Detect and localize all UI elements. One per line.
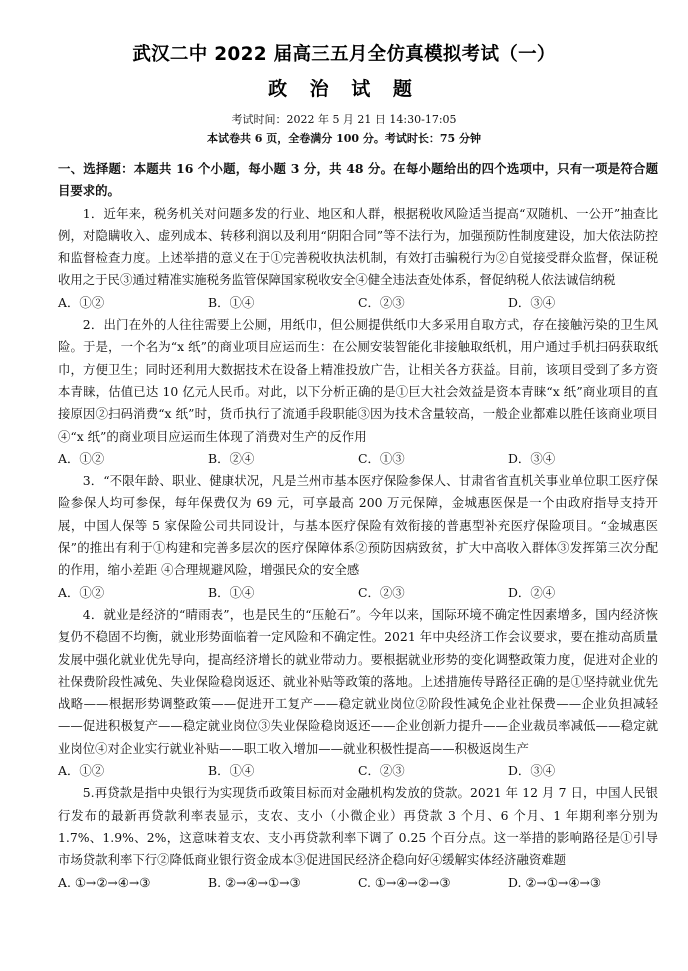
question-1-stem: 1．近年来，税务机关对问题多发的行业、地区和人群，根据税收风险适当提高“双随机、一公开”抽查比例，对隐瞒收入、虚列成本、转移利润以及利用“阴阳合同”等不法行为，加强预防性制度建设，加大依法防控和监督检查力度。上述举措的意义在于①完善税收执法机制，有效打击骗税行为②自觉接受群众监督，保证税收用之于民③通过精准实施税务监管保障国家税收安全④健全违法查处体系，督促纳税人依法诚信纳税 bbox=[58, 205, 658, 288]
option-b: B．①④ bbox=[208, 584, 255, 600]
option-b: B．①④ bbox=[208, 763, 255, 779]
option-c: C．②③ bbox=[358, 294, 405, 310]
option-a: A．①② bbox=[58, 584, 105, 600]
question-3-options bbox=[58, 582, 658, 604]
option-a: A．①② bbox=[58, 294, 105, 310]
question-5-options bbox=[58, 872, 658, 894]
option-a: A．①② bbox=[58, 763, 105, 779]
subject-title: 政 治 试 题 bbox=[268, 78, 420, 100]
exam-time: 考试时间：2022 年 5 月 21 日 14:30-17:05 bbox=[231, 113, 457, 126]
option-b: B．①④ bbox=[208, 294, 255, 310]
question-3-stem: 3．“不限年龄、职业、健康状况，凡是兰州市基本医疗保险参保人、甘肃省省直机关事业单位职工医疗保险参保人均可参保，每年保费仅为 69 元，可享最高 200 万元保障，金城惠医保是一个由政府指导支持开展，中国人保等 5 家保险公司共同设计，与基本医疗保险有效衔接的普惠型补充医疗保险项目。“金城惠医保”的推出有利于①构建和完善多层次的医疗保障体系②预防因病致贫，扩大中高收入群体③发挥第三次分配的作用，缩小差距 ④合理规避风险，增强民众的安全感 bbox=[58, 473, 658, 578]
question-1-options bbox=[58, 292, 658, 314]
section-heading: 一、选择题：本题共 16 个小题，每小题 3 分，共 48 分。在每小题给出的四个选项中，只有一项是符合题目要求的。 bbox=[58, 161, 658, 199]
question-4-options bbox=[58, 760, 658, 782]
option-d: D．③④ bbox=[508, 294, 556, 310]
option-d: D．③④ bbox=[508, 450, 556, 466]
question-2-stem: 2．出门在外的人往往需要上公厕，用纸巾，但公厕提供纸巾大多采用自取方式，存在接触污染的卫生风险。于是，一个名为“x 纸”的商业项目应运而生：在公厕安装智能化非接触取纸机，用户通过手机扫码获取纸巾，方便卫生；同时还利用大数据技术在设备上精准投放广告，让相关各方获益。目前，该项目受到了多方资本青睐，估值已达 10 亿元人民币。对此，以下分析正确的是①巨大社会效益是资本青睐“x 纸”商业项目的直接原因②扫码消费“x 纸”时，货币执行了流通手段职能③因为技术含量较高，一般企业都难以胜任该商业项目④“x 纸”的商业项目应运而生体现了消费对生产的反作用 bbox=[58, 317, 658, 444]
option-a: A．①② bbox=[58, 450, 105, 466]
question-body bbox=[58, 158, 658, 894]
option-d: D．③④ bbox=[508, 763, 556, 779]
option-c: C．②③ bbox=[358, 584, 405, 600]
option-b: B. ②→④→①→③ bbox=[208, 874, 301, 890]
option-c: C．②③ bbox=[358, 763, 405, 779]
question-4-stem: 4．就业是经济的“晴雨表”，也是民生的“压舱石”。今年以来，国际环境不确定性因素增多，国内经济恢复仍不稳固不均衡，就业形势面临着一定风险和不确定性。2021 年中央经济工作会议要求，要在推动高质量发展中强化就业优先导向，提高经济增长的就业带动力。要根据就业形势的变化调整政策力度，促进对企业的社保费阶段性减免、失业保险稳岗返还、就业补贴等政策的落地。上述措施传导路径正确的是①坚持就业优先战略——根据形势调整政策——促进开工复产——稳定就业岗位②阶段性减免企业社保费——企业负担减轻——促进积极复产——稳定就业岗位③失业保险稳岗返还——企业创新力提升——企业裁员率减低——稳定就业岗位④对企业实行就业补贴——职工收入增加——就业积极性提高——积极返岗生产 bbox=[58, 606, 658, 756]
option-a: A. ①→②→④→③ bbox=[58, 874, 151, 890]
option-d: D．②④ bbox=[508, 584, 556, 600]
exam-info: 本试卷共 6 页，全卷满分 100 分。考试时长：75 分钟 bbox=[206, 132, 482, 145]
question-5-stem: 5.再贷款是指中央银行为实现货币政策目标而对金融机构发放的贷款。2021 年 12 月 7 日，中国人民银行发布的最新再贷款利率表显示，支农、支小（小微企业）再贷款 3 个月、6 个月、1 年期利率分别为 1.7%、1.9%、2%，这意味着支农、支小再贷款利率下调了 0.25 个百分点。这一举措的影响路径是①引导市场贷款利率下行②降低商业银行资金成本③促进国民经济企稳向好④缓解实体经济融资难题 bbox=[58, 785, 658, 868]
option-b: B．②④ bbox=[208, 450, 255, 466]
option-d: D. ②→①→④→③ bbox=[508, 874, 601, 890]
question-2-options bbox=[58, 448, 658, 470]
option-c: C. ①→④→②→③ bbox=[358, 874, 451, 890]
option-c: C．①③ bbox=[358, 450, 405, 466]
exam-title: 武汉二中 2022 届高三五月全仿真模拟考试（一） bbox=[132, 44, 556, 65]
